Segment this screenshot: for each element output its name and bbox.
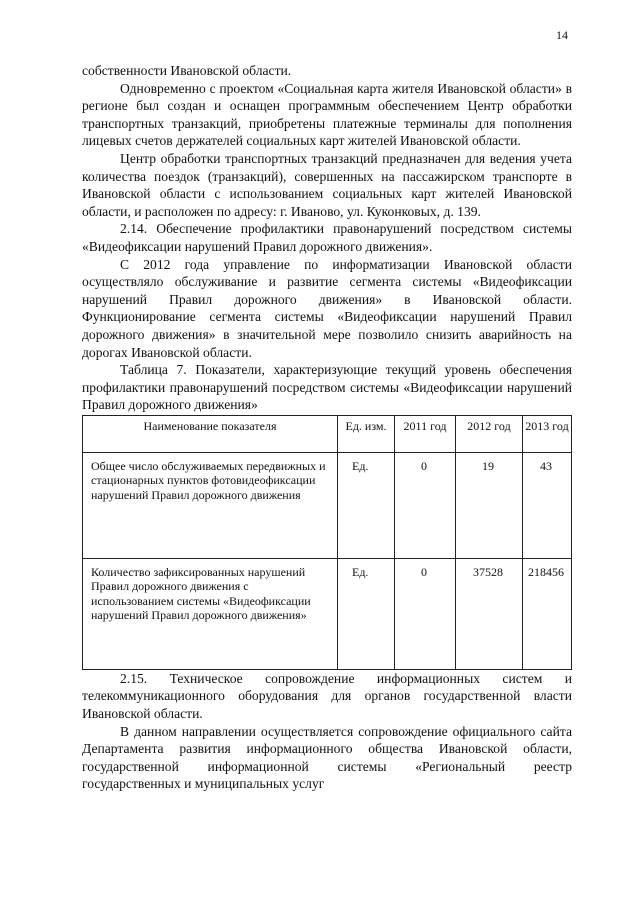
section-heading: 2.14. Обеспечение профилактики правонарушений посредством системы «Видеофиксации нарушений Правил дорожного движения». bbox=[82, 221, 572, 254]
table-cell: Количество зафиксированных нарушений Правил дорожного движения с использованием системы «Видеофиксации нарушений Правил дорожного движения» bbox=[83, 558, 338, 669]
column-header: 2012 год bbox=[456, 415, 523, 452]
column-header: Наименование показателя bbox=[83, 415, 338, 452]
document-body bbox=[82, 62, 572, 793]
paragraph: С 2012 года управление по информатизации Ивановской области осуществляло обслуживание и развитие сегмента системы «Видеофиксации нарушений Правил дорожного движения» в Ивановской области. Функционирование сегмента системы «Видеофиксации нарушений Правил дорожного движения» в значительной мере позволило снизить аварийность на дорогах Ивановской области. bbox=[82, 256, 572, 360]
column-header: 2013 год bbox=[523, 415, 572, 452]
table-header-row bbox=[83, 415, 572, 452]
paragraph: Одновременно с проектом «Социальная карта жителя Ивановской области» в регионе был создан и оснащен программным обеспечением Центр обработки транспортных транзакций, приобретены платежные терминалы для пополнения лицевых счетов держателей социальных карт жителей Ивановской области. bbox=[82, 80, 572, 149]
table-cell: 37528 bbox=[456, 558, 523, 669]
table-row bbox=[83, 558, 572, 669]
table-cell: 0 bbox=[395, 558, 456, 669]
table-cell: 0 bbox=[395, 452, 456, 558]
section-heading: 2.15. Техническое сопровождение информационных систем и телекоммуникационного оборудования для органов государственной власти Ивановской области. bbox=[82, 670, 572, 722]
indicators-table bbox=[82, 415, 572, 670]
table-caption: Таблица 7. Показатели, характеризующие текущий уровень обеспечения профилактики правонарушений посредством системы «Видеофиксации нарушений Правил дорожного движения» bbox=[82, 362, 572, 413]
paragraph: собственности Ивановской области. bbox=[82, 63, 292, 78]
paragraph: Центр обработки транспортных транзакций предназначен для ведения учета количества поездок (транзакций), совершенных на пассажирском транспорте в Ивановской области с использованием социальных карт жителей Ивановской области, и расположен по адресу: г. Иваново, ул. Куконковых, д. 139. bbox=[82, 150, 572, 219]
paragraph: В данном направлении осуществляется сопровождение официального сайта Департамента развития информационного общества Ивановской области, государственной информационной системы «Региональный реестр государственных и муниципальных услуг bbox=[82, 723, 572, 792]
table-row bbox=[83, 452, 572, 558]
page-number: 14 bbox=[556, 28, 568, 42]
table-cell: 218456 bbox=[523, 558, 572, 669]
table-cell: Общее число обслуживаемых передвижных и стационарных пунктов фотовидеофиксации нарушений Правил дорожного движения bbox=[83, 452, 338, 558]
table-cell: 43 bbox=[523, 452, 572, 558]
table-cell: 19 bbox=[456, 452, 523, 558]
table-cell: Ед. bbox=[338, 452, 395, 558]
column-header: Ед. изм. bbox=[338, 415, 395, 452]
table-cell: Ед. bbox=[338, 558, 395, 669]
column-header: 2011 год bbox=[395, 415, 456, 452]
